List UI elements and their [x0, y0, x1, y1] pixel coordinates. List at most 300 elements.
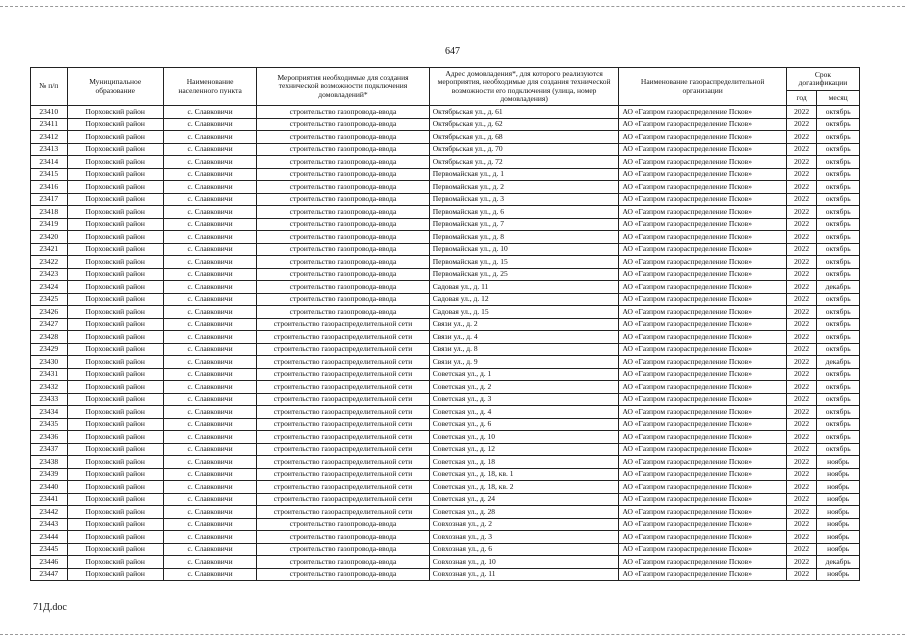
cell-settlement: с. Славковичи	[163, 556, 256, 569]
table-row	[31, 306, 860, 319]
cell-address: Советская ул., д. 18	[429, 456, 619, 469]
cell-settlement: с. Славковичи	[163, 256, 256, 269]
cell-num: 23428	[31, 331, 68, 344]
cell-works: строительство газопровода-ввода	[257, 306, 429, 319]
cell-year: 2022	[786, 381, 816, 394]
cell-works: строительство газопровода-ввода	[257, 543, 429, 556]
cell-settlement: с. Славковичи	[163, 381, 256, 394]
cell-year: 2022	[786, 518, 816, 531]
cell-works: строительство газопровода-ввода	[257, 106, 429, 119]
cell-works: строительство газопровода-ввода	[257, 531, 429, 544]
cell-num: 23415	[31, 168, 68, 181]
cell-num: 23434	[31, 406, 68, 419]
cell-org: АО «Газпром газораспределение Псков»	[619, 106, 786, 119]
cell-num: 23426	[31, 306, 68, 319]
table-row	[31, 556, 860, 569]
cell-num: 23410	[31, 106, 68, 119]
cell-year: 2022	[786, 243, 816, 256]
cell-works: строительство газораспределительной сети	[257, 368, 429, 381]
cell-district: Порховский район	[67, 243, 163, 256]
cell-works: строительство газопровода-ввода	[257, 243, 429, 256]
cell-settlement: с. Славковичи	[163, 156, 256, 169]
cell-district: Порховский район	[67, 518, 163, 531]
cell-settlement: с. Славковичи	[163, 493, 256, 506]
cell-address: Советская ул., д. 4	[429, 406, 619, 419]
cell-address: Совхозная ул., д. 3	[429, 531, 619, 544]
cell-district: Порховский район	[67, 406, 163, 419]
gasification-table	[30, 67, 860, 581]
cell-month: октябрь	[817, 443, 860, 456]
cell-month: октябрь	[817, 368, 860, 381]
cell-district: Порховский район	[67, 331, 163, 344]
cell-num: 23420	[31, 231, 68, 244]
cell-works: строительство газопровода-ввода	[257, 293, 429, 306]
cell-year: 2022	[786, 468, 816, 481]
cell-num: 23429	[31, 343, 68, 356]
cell-settlement: с. Славковичи	[163, 456, 256, 469]
cell-num: 23422	[31, 256, 68, 269]
cell-works: строительство газораспределительной сети	[257, 381, 429, 394]
cell-num: 23436	[31, 431, 68, 444]
cell-org: АО «Газпром газораспределение Псков»	[619, 356, 786, 369]
cell-works: строительство газораспределительной сети	[257, 506, 429, 519]
cell-works: строительство газораспределительной сети	[257, 456, 429, 469]
table-row	[31, 218, 860, 231]
cell-settlement: с. Славковичи	[163, 118, 256, 131]
cell-year: 2022	[786, 356, 816, 369]
header-works: Мероприятия необходимые для создания технической возможности подключения домовладений*	[257, 68, 429, 106]
cell-district: Порховский район	[67, 281, 163, 294]
cell-works: строительство газораспределительной сети	[257, 356, 429, 369]
cell-year: 2022	[786, 368, 816, 381]
cell-month: октябрь	[817, 268, 860, 281]
cell-settlement: с. Славковичи	[163, 443, 256, 456]
table-body	[31, 106, 860, 581]
cell-year: 2022	[786, 306, 816, 319]
cell-year: 2022	[786, 281, 816, 294]
cell-address: Советская ул., д. 2	[429, 381, 619, 394]
cell-org: АО «Газпром газораспределение Псков»	[619, 481, 786, 494]
cell-month: октябрь	[817, 293, 860, 306]
cell-address: Октябрьская ул., д. 70	[429, 143, 619, 156]
cell-year: 2022	[786, 106, 816, 119]
cell-month: октябрь	[817, 143, 860, 156]
cell-year: 2022	[786, 268, 816, 281]
cell-org: АО «Газпром газораспределение Псков»	[619, 506, 786, 519]
cell-settlement: с. Славковичи	[163, 193, 256, 206]
cell-month: октябрь	[817, 218, 860, 231]
table-row	[31, 206, 860, 219]
header-num: № п/п	[31, 68, 68, 106]
cell-month: ноябрь	[817, 531, 860, 544]
cell-district: Порховский район	[67, 306, 163, 319]
cell-year: 2022	[786, 443, 816, 456]
cell-address: Советская ул., д. 3	[429, 393, 619, 406]
cell-month: октябрь	[817, 181, 860, 194]
cell-address: Первомайская ул., д. 2	[429, 181, 619, 194]
cell-settlement: с. Славковичи	[163, 331, 256, 344]
cell-org: АО «Газпром газораспределение Псков»	[619, 331, 786, 344]
cell-district: Порховский район	[67, 156, 163, 169]
cell-works: строительство газопровода-ввода	[257, 268, 429, 281]
table-row	[31, 256, 860, 269]
cell-address: Первомайская ул., д. 1	[429, 168, 619, 181]
cell-address: Садовая ул., д. 12	[429, 293, 619, 306]
cell-year: 2022	[786, 556, 816, 569]
cell-month: октябрь	[817, 156, 860, 169]
cell-org: АО «Газпром газораспределение Псков»	[619, 168, 786, 181]
cell-num: 23424	[31, 281, 68, 294]
cell-num: 23447	[31, 568, 68, 581]
table-row	[31, 531, 860, 544]
cell-district: Порховский район	[67, 256, 163, 269]
table-row	[31, 193, 860, 206]
cell-num: 23433	[31, 393, 68, 406]
cell-address: Совхозная ул., д. 10	[429, 556, 619, 569]
cell-num: 23442	[31, 506, 68, 519]
cell-district: Порховский район	[67, 393, 163, 406]
cell-num: 23427	[31, 318, 68, 331]
cell-works: строительство газопровода-ввода	[257, 218, 429, 231]
cell-num: 23414	[31, 156, 68, 169]
cell-num: 23441	[31, 493, 68, 506]
cell-year: 2022	[786, 543, 816, 556]
cell-address: Садовая ул., д. 11	[429, 281, 619, 294]
cell-org: АО «Газпром газораспределение Псков»	[619, 256, 786, 269]
cell-month: ноябрь	[817, 543, 860, 556]
table-row	[31, 231, 860, 244]
cell-district: Порховский район	[67, 168, 163, 181]
cell-org: АО «Газпром газораспределение Псков»	[619, 243, 786, 256]
cell-num: 23438	[31, 456, 68, 469]
cell-year: 2022	[786, 168, 816, 181]
cell-district: Порховский район	[67, 293, 163, 306]
cell-works: строительство газопровода-ввода	[257, 281, 429, 294]
cell-settlement: с. Славковичи	[163, 406, 256, 419]
cell-works: строительство газопровода-ввода	[257, 193, 429, 206]
cell-district: Порховский район	[67, 506, 163, 519]
cell-num: 23411	[31, 118, 68, 131]
cell-month: октябрь	[817, 406, 860, 419]
cell-address: Связи ул., д. 9	[429, 356, 619, 369]
cell-works: строительство газораспределительной сети	[257, 468, 429, 481]
cell-year: 2022	[786, 343, 816, 356]
cell-num: 23435	[31, 418, 68, 431]
cell-address: Связи ул., д. 2	[429, 318, 619, 331]
cell-year: 2022	[786, 143, 816, 156]
page-number: 647	[445, 46, 460, 57]
cell-settlement: с. Славковичи	[163, 418, 256, 431]
cell-num: 23437	[31, 443, 68, 456]
cell-district: Порховский район	[67, 443, 163, 456]
table-row	[31, 543, 860, 556]
cell-month: ноябрь	[817, 568, 860, 581]
cell-settlement: с. Славковичи	[163, 431, 256, 444]
cell-org: АО «Газпром газораспределение Псков»	[619, 143, 786, 156]
cell-settlement: с. Славковичи	[163, 143, 256, 156]
cell-district: Порховский район	[67, 131, 163, 144]
table-row	[31, 143, 860, 156]
table-row	[31, 268, 860, 281]
cell-district: Порховский район	[67, 531, 163, 544]
cell-address: Советская ул., д. 18, кв. 2	[429, 481, 619, 494]
cell-org: АО «Газпром газораспределение Псков»	[619, 118, 786, 131]
cell-district: Порховский район	[67, 181, 163, 194]
cell-month: октябрь	[817, 318, 860, 331]
table-row	[31, 393, 860, 406]
cell-org: АО «Газпром газораспределение Псков»	[619, 131, 786, 144]
header-org: Наименование газораспределительной организации	[619, 68, 786, 106]
cell-district: Порховский район	[67, 556, 163, 569]
cell-month: ноябрь	[817, 468, 860, 481]
cell-address: Первомайская ул., д. 10	[429, 243, 619, 256]
cell-org: АО «Газпром газораспределение Псков»	[619, 193, 786, 206]
cell-month: декабрь	[817, 556, 860, 569]
cell-year: 2022	[786, 318, 816, 331]
cell-district: Порховский район	[67, 468, 163, 481]
cell-num: 23430	[31, 356, 68, 369]
cell-works: строительство газораспределительной сети	[257, 318, 429, 331]
cell-district: Порховский район	[67, 456, 163, 469]
cell-address: Советская ул., д. 24	[429, 493, 619, 506]
cell-district: Порховский район	[67, 493, 163, 506]
table-row	[31, 118, 860, 131]
cell-org: АО «Газпром газораспределение Псков»	[619, 231, 786, 244]
table-row	[31, 468, 860, 481]
table-row	[31, 281, 860, 294]
cell-month: ноябрь	[817, 456, 860, 469]
cell-num: 23443	[31, 518, 68, 531]
cell-org: АО «Газпром газораспределение Псков»	[619, 206, 786, 219]
cell-settlement: с. Славковичи	[163, 281, 256, 294]
cell-year: 2022	[786, 481, 816, 494]
cell-district: Порховский район	[67, 231, 163, 244]
cell-address: Совхозная ул., д. 2	[429, 518, 619, 531]
cell-org: АО «Газпром газораспределение Псков»	[619, 281, 786, 294]
cell-org: АО «Газпром газораспределение Псков»	[619, 493, 786, 506]
table-row	[31, 343, 860, 356]
cell-month: ноябрь	[817, 518, 860, 531]
cell-district: Порховский район	[67, 568, 163, 581]
cell-works: строительство газораспределительной сети	[257, 431, 429, 444]
header-settlement: Наименование населенного пункта	[163, 68, 256, 106]
table-row	[31, 456, 860, 469]
scan-edge-top	[0, 6, 905, 8]
cell-year: 2022	[786, 331, 816, 344]
cell-year: 2022	[786, 218, 816, 231]
cell-num: 23421	[31, 243, 68, 256]
cell-works: строительство газопровода-ввода	[257, 556, 429, 569]
cell-month: октябрь	[817, 381, 860, 394]
cell-month: октябрь	[817, 131, 860, 144]
cell-year: 2022	[786, 293, 816, 306]
cell-month: октябрь	[817, 431, 860, 444]
table-row	[31, 481, 860, 494]
cell-works: строительство газораспределительной сети	[257, 331, 429, 344]
cell-works: строительство газопровода-ввода	[257, 518, 429, 531]
cell-org: АО «Газпром газораспределение Псков»	[619, 268, 786, 281]
cell-month: октябрь	[817, 256, 860, 269]
cell-num: 23432	[31, 381, 68, 394]
cell-num: 23416	[31, 181, 68, 194]
cell-works: строительство газопровода-ввода	[257, 568, 429, 581]
cell-address: Октябрьская ул., д. 72	[429, 156, 619, 169]
table-row	[31, 293, 860, 306]
table-row	[31, 368, 860, 381]
cell-year: 2022	[786, 393, 816, 406]
cell-num: 23419	[31, 218, 68, 231]
table-row	[31, 181, 860, 194]
table-row	[31, 518, 860, 531]
scan-edge-bottom	[0, 634, 905, 636]
cell-settlement: с. Славковичи	[163, 168, 256, 181]
cell-district: Порховский район	[67, 543, 163, 556]
cell-month: октябрь	[817, 306, 860, 319]
cell-works: строительство газораспределительной сети	[257, 481, 429, 494]
cell-org: АО «Газпром газораспределение Псков»	[619, 218, 786, 231]
cell-year: 2022	[786, 118, 816, 131]
cell-org: АО «Газпром газораспределение Псков»	[619, 468, 786, 481]
cell-year: 2022	[786, 493, 816, 506]
cell-num: 23412	[31, 131, 68, 144]
cell-year: 2022	[786, 206, 816, 219]
cell-num: 23445	[31, 543, 68, 556]
header-district: Муниципальное образование	[67, 68, 163, 106]
cell-month: ноябрь	[817, 481, 860, 494]
cell-num: 23444	[31, 531, 68, 544]
cell-settlement: с. Славковичи	[163, 218, 256, 231]
cell-settlement: с. Славковичи	[163, 531, 256, 544]
cell-address: Октябрьская ул., д. 61	[429, 106, 619, 119]
table-row	[31, 443, 860, 456]
cell-org: АО «Газпром газораспределение Псков»	[619, 556, 786, 569]
cell-org: АО «Газпром газораспределение Псков»	[619, 456, 786, 469]
cell-address: Советская ул., д. 28	[429, 506, 619, 519]
cell-year: 2022	[786, 193, 816, 206]
cell-month: октябрь	[817, 193, 860, 206]
cell-num: 23431	[31, 368, 68, 381]
table-row	[31, 418, 860, 431]
cell-settlement: с. Славковичи	[163, 356, 256, 369]
cell-org: АО «Газпром газораспределение Псков»	[619, 293, 786, 306]
cell-month: октябрь	[817, 106, 860, 119]
cell-settlement: с. Славковичи	[163, 518, 256, 531]
cell-works: строительство газопровода-ввода	[257, 156, 429, 169]
cell-year: 2022	[786, 181, 816, 194]
cell-num: 23440	[31, 481, 68, 494]
cell-district: Порховский район	[67, 218, 163, 231]
cell-year: 2022	[786, 568, 816, 581]
cell-works: строительство газопровода-ввода	[257, 118, 429, 131]
cell-settlement: с. Славковичи	[163, 318, 256, 331]
cell-year: 2022	[786, 131, 816, 144]
table-row	[31, 493, 860, 506]
cell-works: строительство газопровода-ввода	[257, 131, 429, 144]
cell-works: строительство газораспределительной сети	[257, 443, 429, 456]
cell-settlement: с. Славковичи	[163, 231, 256, 244]
cell-org: АО «Газпром газораспределение Псков»	[619, 393, 786, 406]
cell-org: АО «Газпром газораспределение Псков»	[619, 531, 786, 544]
cell-num: 23423	[31, 268, 68, 281]
cell-works: строительство газопровода-ввода	[257, 206, 429, 219]
cell-settlement: с. Славковичи	[163, 481, 256, 494]
cell-num: 23417	[31, 193, 68, 206]
table-row	[31, 356, 860, 369]
cell-address: Советская ул., д. 6	[429, 418, 619, 431]
cell-settlement: с. Славковичи	[163, 393, 256, 406]
cell-month: октябрь	[817, 418, 860, 431]
cell-district: Порховский район	[67, 318, 163, 331]
cell-address: Первомайская ул., д. 25	[429, 268, 619, 281]
cell-month: декабрь	[817, 281, 860, 294]
table-row	[31, 106, 860, 119]
cell-settlement: с. Славковичи	[163, 131, 256, 144]
header-month: месяц	[817, 91, 860, 106]
cell-org: АО «Газпром газораспределение Псков»	[619, 418, 786, 431]
cell-district: Порховский район	[67, 106, 163, 119]
cell-month: октябрь	[817, 331, 860, 344]
cell-num: 23446	[31, 556, 68, 569]
cell-year: 2022	[786, 156, 816, 169]
cell-address: Советская ул., д. 1	[429, 368, 619, 381]
header-year: год	[786, 91, 816, 106]
cell-district: Порховский район	[67, 481, 163, 494]
cell-district: Порховский район	[67, 206, 163, 219]
cell-address: Советская ул., д. 12	[429, 443, 619, 456]
cell-district: Порховский район	[67, 118, 163, 131]
cell-address: Связи ул., д. 8	[429, 343, 619, 356]
cell-settlement: с. Славковичи	[163, 206, 256, 219]
cell-year: 2022	[786, 256, 816, 269]
cell-org: АО «Газпром газораспределение Псков»	[619, 568, 786, 581]
cell-org: АО «Газпром газораспределение Псков»	[619, 431, 786, 444]
cell-month: октябрь	[817, 243, 860, 256]
cell-address: Советская ул., д. 18, кв. 1	[429, 468, 619, 481]
table-row	[31, 318, 860, 331]
cell-district: Порховский район	[67, 381, 163, 394]
cell-works: строительство газораспределительной сети	[257, 393, 429, 406]
cell-address: Октябрьская ул., д. 68	[429, 131, 619, 144]
cell-year: 2022	[786, 531, 816, 544]
cell-org: АО «Газпром газораспределение Псков»	[619, 343, 786, 356]
cell-district: Порховский район	[67, 431, 163, 444]
cell-works: строительство газопровода-ввода	[257, 168, 429, 181]
cell-settlement: с. Славковичи	[163, 343, 256, 356]
cell-district: Порховский район	[67, 356, 163, 369]
cell-settlement: с. Славковичи	[163, 268, 256, 281]
cell-month: октябрь	[817, 206, 860, 219]
footer-filename: 71Д.doc	[33, 602, 67, 613]
cell-num: 23413	[31, 143, 68, 156]
cell-org: АО «Газпром газораспределение Псков»	[619, 306, 786, 319]
cell-month: ноябрь	[817, 493, 860, 506]
cell-settlement: с. Славковичи	[163, 506, 256, 519]
cell-works: строительство газопровода-ввода	[257, 231, 429, 244]
table-row	[31, 243, 860, 256]
cell-address: Первомайская ул., д. 8	[429, 231, 619, 244]
cell-year: 2022	[786, 418, 816, 431]
table-header	[31, 68, 860, 106]
cell-settlement: с. Славковичи	[163, 543, 256, 556]
cell-year: 2022	[786, 431, 816, 444]
cell-works: строительство газораспределительной сети	[257, 493, 429, 506]
cell-district: Порховский район	[67, 343, 163, 356]
table-row	[31, 506, 860, 519]
cell-works: строительство газопровода-ввода	[257, 181, 429, 194]
cell-settlement: с. Славковичи	[163, 568, 256, 581]
cell-month: октябрь	[817, 393, 860, 406]
cell-address: Совхозная ул., д. 6	[429, 543, 619, 556]
